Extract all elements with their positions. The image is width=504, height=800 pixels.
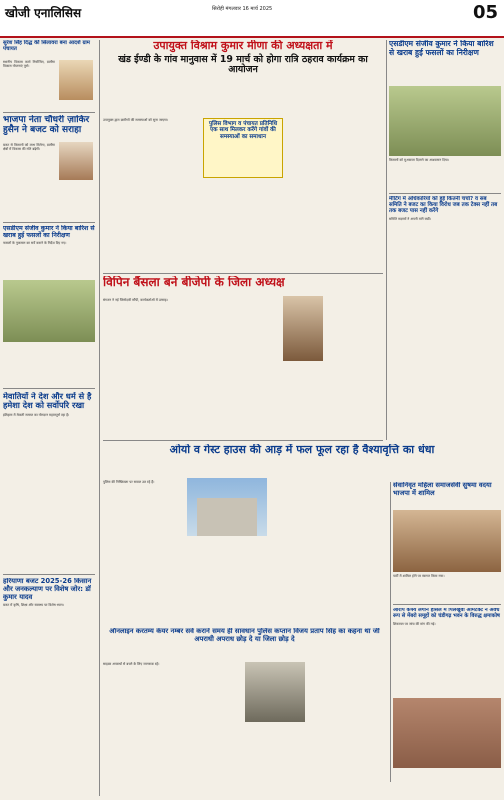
portrait-photo [59,142,93,180]
article-body: इतिहास में मेवाती समाज का योगदान महत्वपूर्ण रहा है। [3,412,70,417]
divider [393,604,501,605]
article-body: साइबर अपराधों से बचने के लिए जागरूक रहें। [103,662,160,666]
callout-box [203,118,283,178]
headline: विपिन बैंसला बने बीजेपी के जिला अध्यक्ष [103,276,285,289]
divider [103,440,383,441]
event-photo [393,510,501,572]
portrait-photo [283,296,323,361]
lead-headline: खंड ईण्डी के गांव मानुवास में 19 मार्च को होगा रात्रि ठहराव कार्यक्रम का आयोजन [118,53,368,76]
divider [3,222,95,223]
field-inspection-photo [389,86,501,156]
article-body: स्थानीय विकास कार्य नियोजित, ग्रामीण विकास योजनाएं पूर्ण। [3,60,55,69]
divider [103,273,383,274]
headline: मेवातियों ने देश और धर्म से है हमेशा देश को सर्वोपरि रखा [3,392,92,411]
divider [3,574,95,575]
headline: मीटिंग में अधिकारियों को हुई कितनी चर्चा? व सब समिति ने बजट का किया विरोध जब तक टेक्स नहीं तब तक बजट पास नहीं करेंगे [389,196,498,215]
newspaper-name: खोजी एनालिसिस [5,6,82,20]
article-body: फसलों के नुकसान का सर्वे कराने के निर्देश दिए गए। [3,241,67,246]
article-body: किसानों को मुआवजा दिलाने का आश्वासन दिया। [389,158,450,162]
guest-house-photo [187,478,267,536]
divider [3,388,95,389]
article-body: समिति सदस्यों ने अपनी मांगें रखीं। [389,216,431,221]
headline: एसडीएम संजीव कुमार ने किया बारिश से खराब हुई फसलों का निरीक्षण [3,225,95,240]
building-photo [393,698,501,768]
story-left1 [3,40,95,110]
story-online [103,628,386,796]
lead-kicker: उपायुक्त विश्राम कुमार मीणा की अध्यक्षता में [153,40,333,52]
story-vipin [103,276,383,436]
headline: ऑनलाइन करतम्य केयर नम्बर सर्व कराने समय ही सावधान पुलिस कप्तान विजय प्रताप सिंह का कहना था जी अपराधी अपराध छोड़ दे या जिला छोड़ दे [109,628,380,643]
article-body: पुलिस की निष्क्रियता पर सवाल उठ रहे हैं। [103,480,155,484]
article-body: संगठन ने नई जिम्मेदारी सौंपी, कार्यकर्ताओं में उत्साह। [103,298,168,302]
field-inspection-photo [3,280,95,342]
story-lead [103,40,383,270]
masthead [0,0,504,38]
headline: हरियाणा बजट 2025-26 किसान और जनकल्याण पर विशेष जोर: डॉ कुमार यादव [3,578,92,601]
article-body: उपायुक्त द्वारा ग्रामीणों की समस्याओं को सुना जाएगा। [103,118,169,122]
divider [389,193,501,194]
headline: भाजपा नेता चौधरी ज़ाकिर हुसैन ने बजट को सराहा [3,115,90,136]
story-left2 [3,115,95,220]
story-left4 [3,392,95,482]
headline: एसडीएम संजीव कुमार ने किया बारिश से खराब हुई फसलों का निरीक्षण [389,40,494,57]
callout-text: पुलिस विभाग व पंचायत प्रतिनिधि एक साथ मिलकर करेंगे गांवों की समस्याओं का समाधान [208,121,278,140]
article-body-filler [3,492,95,572]
column-rule [390,482,391,782]
article-body: बजट से किसानों को लाभ मिलेगा, ग्रामीण क्षेत्रों में विकास की गति बढ़ेगी। [3,143,55,152]
headline: ओयो व गेस्ट हाउस की आड़ में फल फूल रहा है वैश्यावृत्ति का धंधा [169,444,435,456]
story-left3 [3,225,95,385]
headline: आरोप कफ्य लगाने हौसले में पिलखुवा आर्मटेक्ट ने अवैध रूप से मेंबरो समूहों को चंडीगढ़ भवन के विरुद्ध क्षमाकोष [393,608,500,619]
headline: सेवानिवृत महिला समाजसेवी सुषमा वदया भाजपा में शामिल [393,482,492,497]
article-body: शिकायत पर जांच की मांग की गई। [393,621,436,626]
article-body: बजट में कृषि, शिक्षा और स्वास्थ्य पर विशेष ध्यान। [3,603,64,608]
divider [3,112,95,113]
police-officer-photo [245,662,305,722]
story-right2 [389,196,501,296]
column-rule [386,40,387,440]
portrait-photo [59,60,93,100]
story-right3 [393,482,501,602]
story-right1 [389,40,501,190]
headline: सुरेश सिंह दिद्ध की सिलावरा बना आदर्श ग्राम पंचायत [3,40,90,53]
column-rule [99,40,100,796]
story-left5 [3,578,95,798]
page-number: 05 [472,2,498,23]
issue-date: सिरोही मंगलवार 16 मार्च 2025 [212,6,273,12]
story-right4 [393,608,501,796]
article-body: पार्टी में शामिल होने पर स्वागत किया गया। [393,574,445,578]
